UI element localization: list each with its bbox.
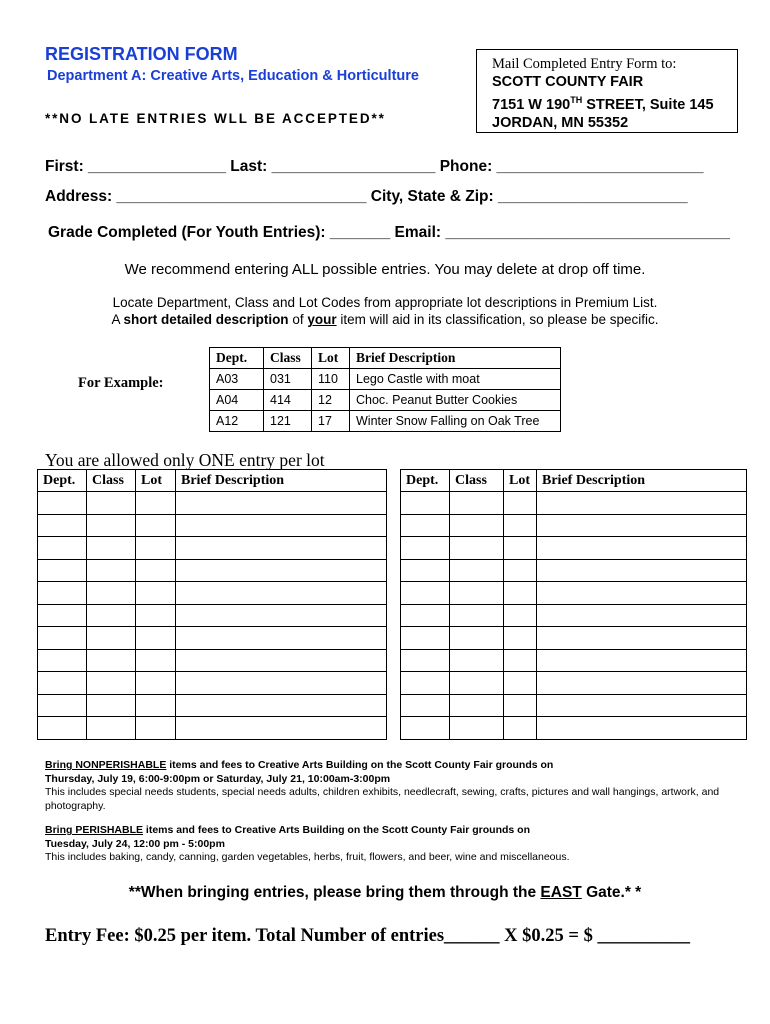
locate-your: your xyxy=(307,312,337,327)
cell-dept[interactable] xyxy=(38,604,87,627)
table-row xyxy=(401,537,747,560)
nonperishable-dates xyxy=(45,773,725,787)
cell-description[interactable] xyxy=(537,627,747,650)
table-row xyxy=(38,582,387,605)
recommend-text: We recommend entering ALL possible entries. You may delete at drop off time. xyxy=(124,261,646,278)
cell-dept[interactable] xyxy=(38,672,87,695)
cell-description: Choc. Peanut Butter Cookies xyxy=(350,390,561,411)
cell-description: Winter Snow Falling on Oak Tree xyxy=(350,411,561,432)
header-lot: Lot xyxy=(136,470,176,492)
nonperishable-lead-rest: items and fees to Creative Arts Building on the Scott County Fair grounds on xyxy=(166,759,554,771)
table-row xyxy=(38,672,387,695)
form-title: REGISTRATION FORM xyxy=(45,44,238,64)
cell-lot[interactable] xyxy=(136,627,176,650)
header-description: Brief Description xyxy=(350,348,561,369)
cell-class[interactable] xyxy=(87,717,136,740)
mail-name: SCOTT COUNTY FAIR xyxy=(492,74,644,90)
table-row xyxy=(38,537,387,560)
east-gate: EAST xyxy=(540,884,582,901)
cell-lot[interactable] xyxy=(136,649,176,672)
nonperishable-label: Bring NONPERISHABLE xyxy=(45,759,167,771)
nonperishable-dates-text: Thursday, July 19, 6:00-9:00pm or Saturday, July 21, 10:00am-3:00pm xyxy=(45,772,391,785)
locate-text xyxy=(0,294,770,328)
cell-lot: 12 xyxy=(312,390,350,411)
cell-description[interactable] xyxy=(176,582,387,605)
cell-class[interactable] xyxy=(450,649,504,672)
name-phone-fields[interactable]: First: ________________ Last: ___________________ Phone: ________________________ xyxy=(45,158,704,175)
east-pre: **When bringing entries, please bring them through the xyxy=(128,884,541,901)
east-gate-notice xyxy=(0,884,770,902)
cell-description[interactable] xyxy=(176,672,387,695)
mail-city: JORDAN, MN 55352 xyxy=(492,114,629,131)
table-row xyxy=(38,514,387,537)
cell-class[interactable] xyxy=(87,514,136,537)
mail-street xyxy=(492,91,737,114)
cell-dept[interactable] xyxy=(38,582,87,605)
example-label: For Example: xyxy=(78,375,164,391)
cell-lot[interactable] xyxy=(136,514,176,537)
cell-description[interactable] xyxy=(176,537,387,560)
cell-dept[interactable] xyxy=(401,694,450,717)
cell-class[interactable] xyxy=(450,537,504,560)
nonperishable-block xyxy=(45,759,725,813)
table-row xyxy=(401,514,747,537)
street-rest: STREET, Suite 145 xyxy=(582,96,714,113)
address-fields[interactable]: Address: _____________________________ City, State & Zip: ______________________ xyxy=(45,188,688,205)
perishable-lead xyxy=(45,824,725,838)
table-row xyxy=(38,559,387,582)
cell-class[interactable] xyxy=(450,559,504,582)
cell-lot[interactable] xyxy=(504,627,537,650)
cell-lot[interactable] xyxy=(504,694,537,717)
header-dept: Dept. xyxy=(210,348,264,369)
table-row xyxy=(401,604,747,627)
cell-lot[interactable] xyxy=(136,492,176,515)
table-row xyxy=(401,672,747,695)
cell-dept[interactable] xyxy=(38,649,87,672)
table-row xyxy=(38,649,387,672)
entry-table-left xyxy=(37,469,387,740)
cell-class[interactable] xyxy=(87,672,136,695)
cell-lot[interactable] xyxy=(136,717,176,740)
locate-line-1: Locate Department, Class and Lot Codes from appropriate lot descriptions in Premium List. xyxy=(112,295,658,310)
table-row xyxy=(401,627,747,650)
cell-dept[interactable] xyxy=(401,537,450,560)
locate-line-2 xyxy=(0,311,770,328)
table-row xyxy=(38,492,387,515)
perishable-block xyxy=(45,824,725,865)
nonperishable-desc: This includes special needs students, special needs adults, children exhibits, needlecraft, sewing, crafts, pictures and wall hangings, artwork, and photography. xyxy=(45,786,720,812)
header-description: Brief Description xyxy=(537,470,747,492)
cell-description[interactable] xyxy=(176,627,387,650)
cell-dept[interactable] xyxy=(38,492,87,515)
table-row xyxy=(210,390,561,411)
header-lot: Lot xyxy=(504,470,537,492)
cell-lot: 110 xyxy=(312,369,350,390)
header-lot: Lot xyxy=(312,348,350,369)
table-row xyxy=(401,492,747,515)
table-row xyxy=(401,717,747,740)
cell-lot[interactable] xyxy=(504,717,537,740)
locate-bold: short detailed description xyxy=(123,312,289,327)
cell-class[interactable] xyxy=(87,582,136,605)
table-row xyxy=(401,649,747,672)
cell-class[interactable] xyxy=(450,717,504,740)
cell-dept: A04 xyxy=(210,390,264,411)
cell-class[interactable] xyxy=(450,582,504,605)
cell-lot: 17 xyxy=(312,411,350,432)
locate-a: A xyxy=(111,312,124,327)
cell-class[interactable] xyxy=(87,604,136,627)
cell-description[interactable] xyxy=(537,604,747,627)
cell-dept[interactable] xyxy=(401,559,450,582)
cell-description[interactable] xyxy=(537,694,747,717)
cell-description[interactable] xyxy=(537,672,747,695)
table-row xyxy=(401,694,747,717)
cell-class[interactable] xyxy=(87,559,136,582)
perishable-lead-rest: items and fees to Creative Arts Building on the Scott County Fair grounds on xyxy=(143,824,530,836)
cell-dept[interactable] xyxy=(401,649,450,672)
table-row xyxy=(38,604,387,627)
example-table xyxy=(209,347,561,432)
cell-description[interactable] xyxy=(176,649,387,672)
cell-class[interactable] xyxy=(87,492,136,515)
perishable-dates xyxy=(45,838,725,852)
cell-dept[interactable] xyxy=(38,514,87,537)
cell-lot[interactable] xyxy=(136,604,176,627)
cell-class[interactable] xyxy=(87,694,136,717)
cell-description: Lego Castle with moat xyxy=(350,369,561,390)
header-class: Class xyxy=(450,470,504,492)
entry-header-row xyxy=(401,470,747,492)
cell-class[interactable] xyxy=(450,672,504,695)
cell-lot[interactable] xyxy=(504,649,537,672)
cell-lot[interactable] xyxy=(136,537,176,560)
cell-class[interactable] xyxy=(87,649,136,672)
cell-dept: A12 xyxy=(210,411,264,432)
cell-description[interactable] xyxy=(176,604,387,627)
table-row xyxy=(401,582,747,605)
cell-lot[interactable] xyxy=(136,694,176,717)
header-class: Class xyxy=(87,470,136,492)
cell-lot[interactable] xyxy=(504,492,537,515)
cell-lot[interactable] xyxy=(136,559,176,582)
perishable-dates-text: Tuesday, July 24, 12:00 pm - 5:00pm xyxy=(45,837,225,850)
entry-header-row xyxy=(38,470,387,492)
cell-lot[interactable] xyxy=(504,559,537,582)
cell-dept[interactable] xyxy=(38,717,87,740)
cell-dept[interactable] xyxy=(401,514,450,537)
cell-lot[interactable] xyxy=(504,514,537,537)
cell-class[interactable] xyxy=(450,514,504,537)
cell-description[interactable] xyxy=(176,492,387,515)
cell-dept[interactable] xyxy=(38,627,87,650)
locate-rest: item will aid in its classification, so please be specific. xyxy=(336,312,659,327)
cell-dept[interactable] xyxy=(401,492,450,515)
cell-lot[interactable] xyxy=(504,537,537,560)
one-entry-notice: You are allowed only ONE entry per lot xyxy=(45,450,325,470)
cell-dept[interactable] xyxy=(401,582,450,605)
locate-of: of xyxy=(288,312,308,327)
cell-class[interactable] xyxy=(450,694,504,717)
header-class: Class xyxy=(264,348,312,369)
table-row xyxy=(401,559,747,582)
cell-class: 121 xyxy=(264,411,312,432)
cell-class[interactable] xyxy=(87,627,136,650)
cell-dept[interactable] xyxy=(401,717,450,740)
table-row xyxy=(38,627,387,650)
perishable-label: Bring PERISHABLE xyxy=(45,824,144,836)
mail-heading: Mail Completed Entry Form to: xyxy=(492,56,677,72)
example-header-row xyxy=(210,348,561,369)
entry-fee-line[interactable]: Entry Fee: $0.25 per item. Total Number of entries______ X $0.25 = $ __________ xyxy=(45,926,690,946)
cell-description[interactable] xyxy=(537,492,747,515)
cell-dept[interactable] xyxy=(38,559,87,582)
table-row xyxy=(38,694,387,717)
cell-dept: A03 xyxy=(210,369,264,390)
table-row xyxy=(38,717,387,740)
table-row xyxy=(210,369,561,390)
east-post: Gate.* * xyxy=(581,884,642,901)
cell-dept[interactable] xyxy=(38,537,87,560)
cell-dept[interactable] xyxy=(401,627,450,650)
cell-description[interactable] xyxy=(537,559,747,582)
table-row xyxy=(210,411,561,432)
cell-description[interactable] xyxy=(176,717,387,740)
cell-class[interactable] xyxy=(450,627,504,650)
cell-description[interactable] xyxy=(537,649,747,672)
header-dept: Dept. xyxy=(38,470,87,492)
street-number: 7151 W 190 xyxy=(492,96,571,113)
header-dept: Dept. xyxy=(401,470,450,492)
cell-class: 031 xyxy=(264,369,312,390)
grade-email-fields[interactable]: Grade Completed (For Youth Entries): _______ Email: _________________________________ xyxy=(48,224,730,241)
cell-class: 414 xyxy=(264,390,312,411)
cell-class[interactable] xyxy=(87,537,136,560)
cell-description[interactable] xyxy=(537,514,747,537)
cell-description[interactable] xyxy=(537,582,747,605)
nonperishable-lead xyxy=(45,759,725,773)
cell-dept[interactable] xyxy=(38,694,87,717)
cell-lot[interactable] xyxy=(136,582,176,605)
cell-description[interactable] xyxy=(537,537,747,560)
cell-description[interactable] xyxy=(176,694,387,717)
cell-lot[interactable] xyxy=(136,672,176,695)
perishable-desc: This includes baking, candy, canning, garden vegetables, herbs, fruit, flowers, and beer, wine and miscellaneous. xyxy=(45,851,570,863)
department-subtitle: Department A: Creative Arts, Education & Horticulture xyxy=(47,68,419,84)
cell-lot[interactable] xyxy=(504,672,537,695)
cell-class[interactable] xyxy=(450,492,504,515)
street-suffix: TH xyxy=(570,95,583,105)
cell-dept[interactable] xyxy=(401,604,450,627)
cell-description[interactable] xyxy=(176,559,387,582)
entry-table-right xyxy=(400,469,747,740)
cell-description[interactable] xyxy=(176,514,387,537)
mail-to-box xyxy=(476,49,738,133)
cell-description[interactable] xyxy=(537,717,747,740)
cell-lot[interactable] xyxy=(504,604,537,627)
cell-lot[interactable] xyxy=(504,582,537,605)
header-description: Brief Description xyxy=(176,470,387,492)
cell-dept[interactable] xyxy=(401,672,450,695)
no-late-notice: **NO LATE ENTRIES WLL BE ACCEPTED** xyxy=(45,111,386,126)
cell-class[interactable] xyxy=(450,604,504,627)
